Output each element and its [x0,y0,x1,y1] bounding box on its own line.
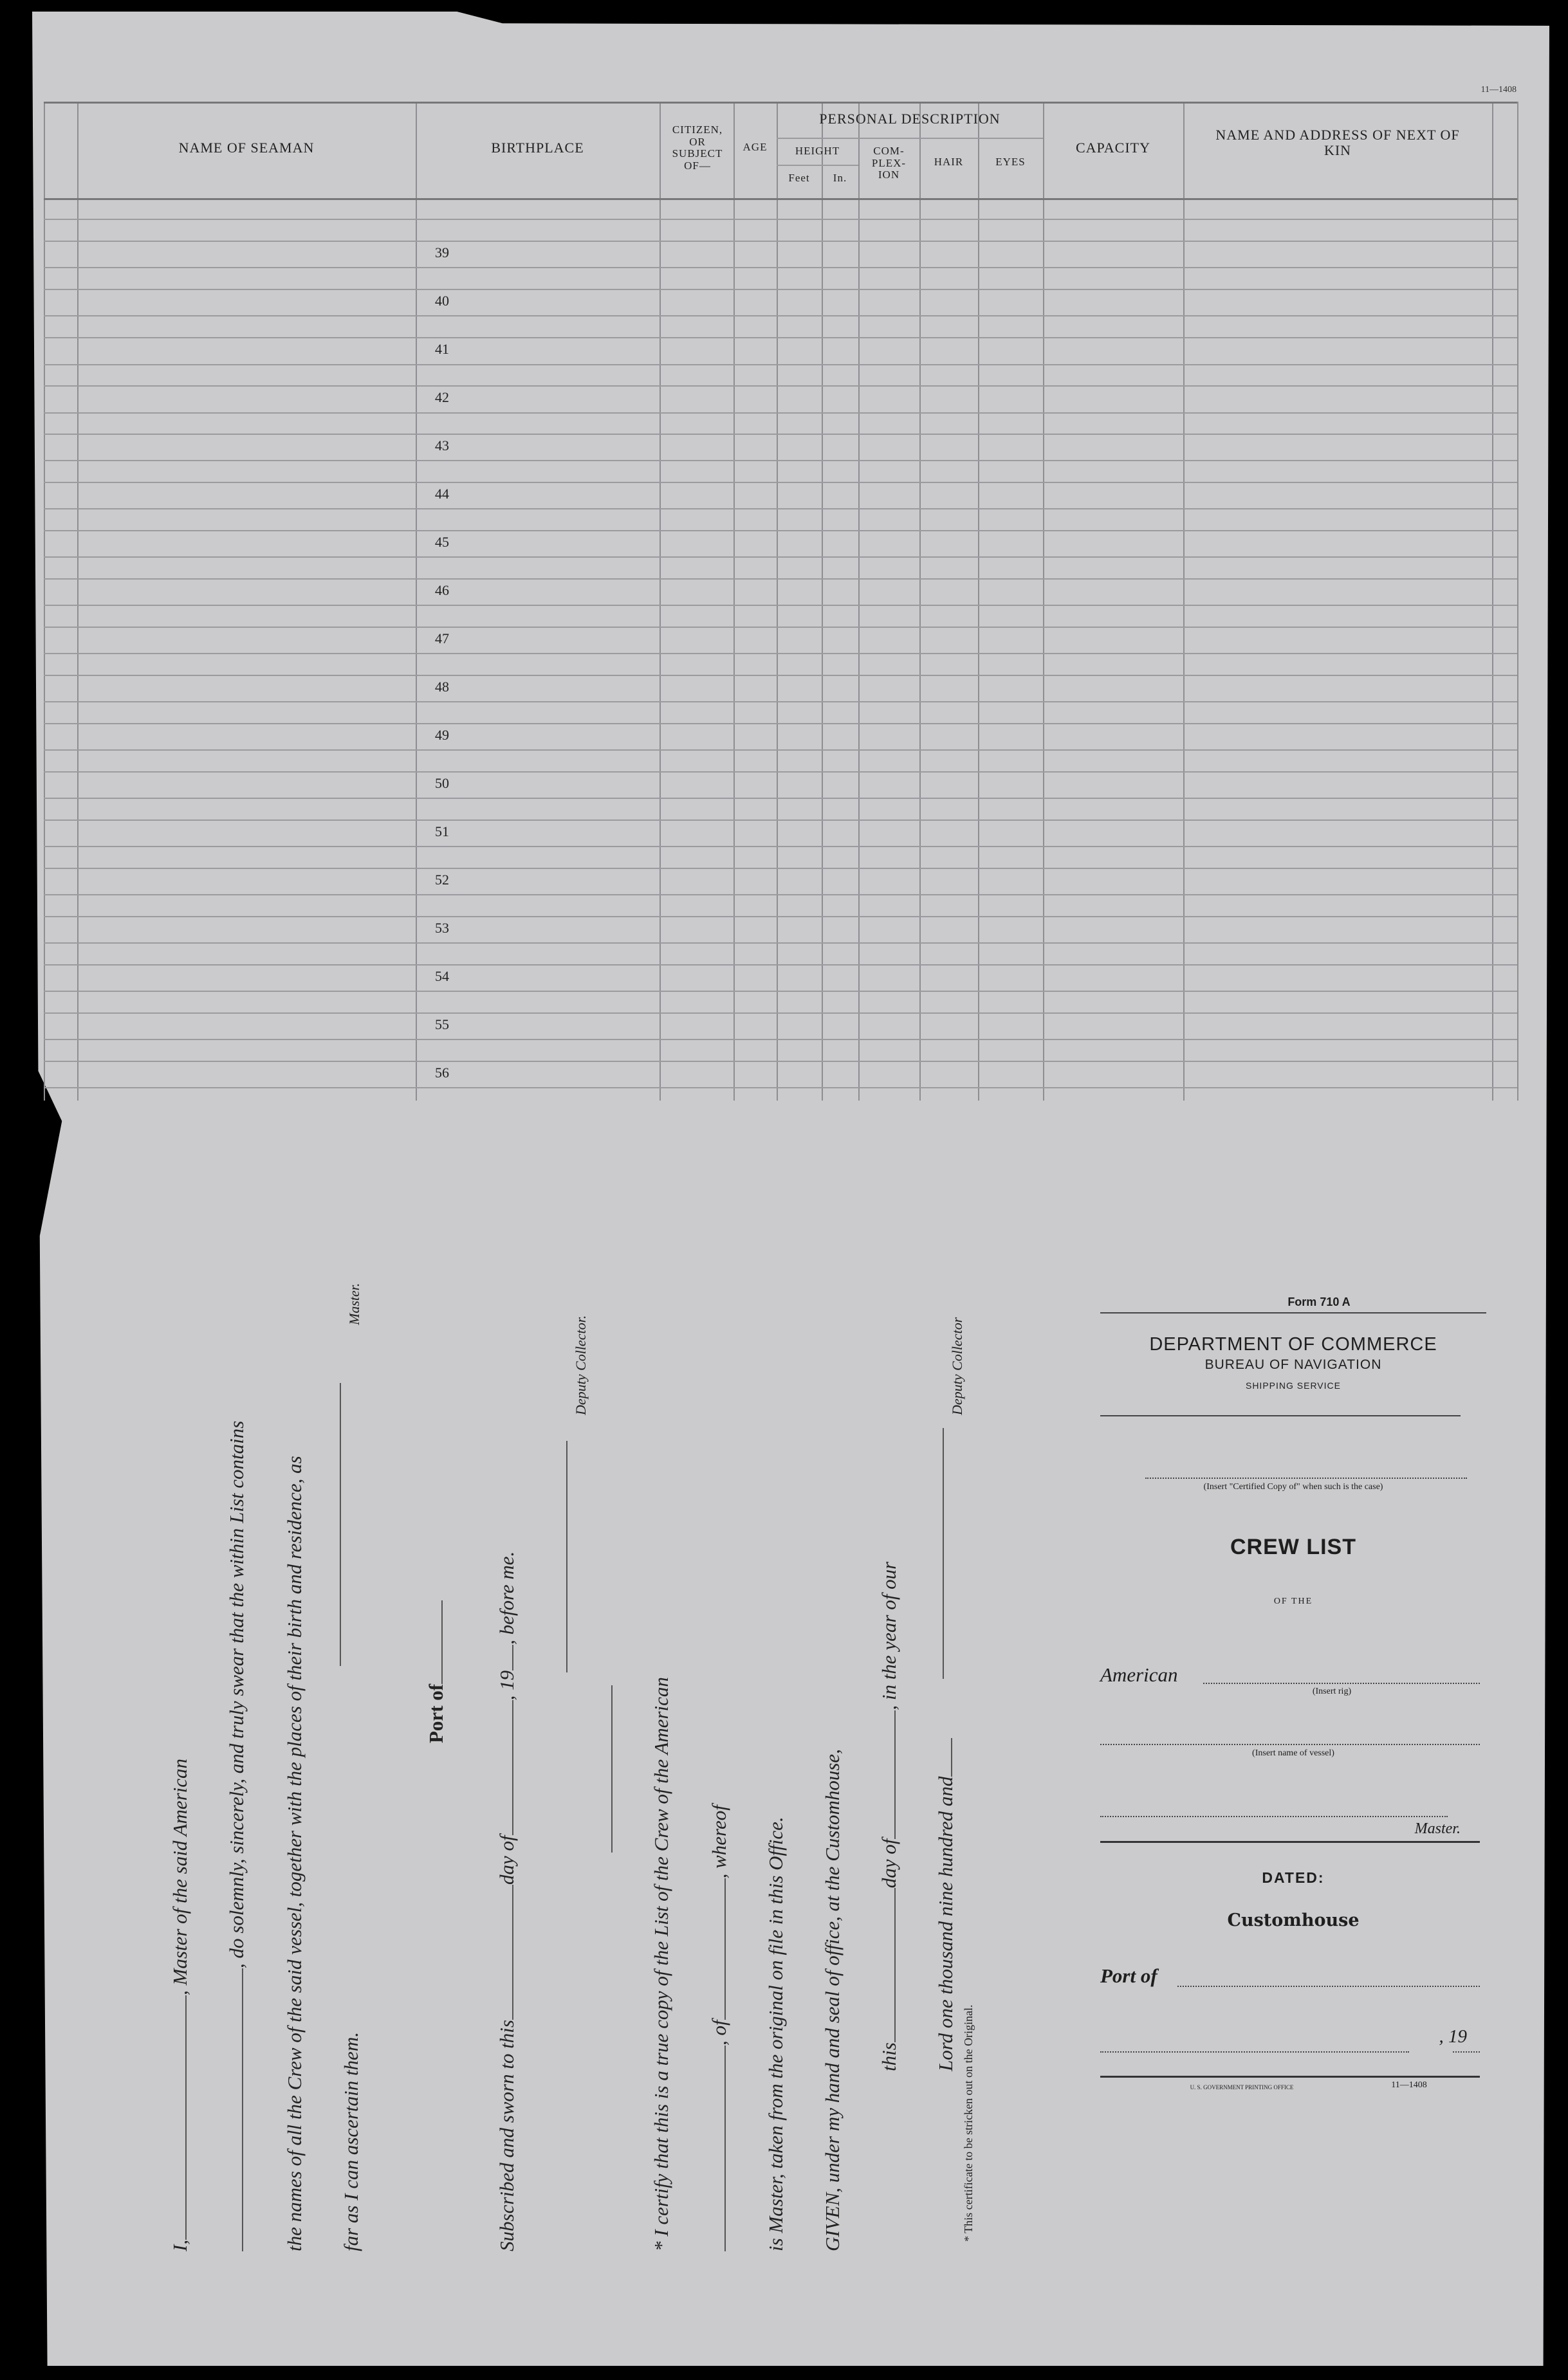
row-number-51: 51 [435,823,449,839]
oath-deputy-collector: Deputy Collector. [573,1315,589,1415]
certificate-line-2: , of, whereof [708,1805,731,2251]
header-hair: HAIR [934,156,964,168]
row-number-53: 53 [435,920,449,936]
cover-american: American [1100,1663,1178,1686]
oath-line-1: I,, Master of the said American [169,1758,191,2251]
row-number-55: 55 [435,1016,449,1032]
crew-table [44,102,1517,1101]
row-number-48: 48 [435,679,449,695]
header-capacity: CAPACITY [1076,140,1150,156]
header-personal-description: PERSONAL DESCRIPTION [819,111,1001,127]
master-signature-line [340,1383,341,1666]
row-number-46: 46 [435,582,449,598]
row-number-52: 52 [435,872,449,888]
divider-line [611,1685,613,1853]
certificate-line-5: thisday of, in the year of our [878,1561,900,2071]
form-code-top: 11—1408 [1480,85,1517,95]
header-citizen: CITIZEN, OR SUBJECT OF— [672,124,723,172]
oath-master-label: Master. [346,1283,362,1325]
row-number-50: 50 [435,775,449,791]
header-name-of-seaman: NAME OF SEAMAN [178,140,315,156]
certificate-line-6: Lord one thousand nine hundred and [934,1738,957,2071]
oath-subscribed-line: Subscribed and sworn to thisday of, 19, before me. [495,1551,518,2251]
row-number-42: 42 [435,389,449,405]
certificate-footnote: * This certificate to be stricken out on the Original. [962,2004,975,2242]
cover-year: , 19 [1439,2026,1467,2047]
cover-department: DEPARTMENT OF COMMERCE [1149,1334,1437,1355]
header-age: AGE [742,141,768,153]
certificate-line-3: is Master, taken from the original on file in this Office. [764,1817,787,2251]
header-eyes: EYES [995,156,1026,168]
header-inches: In. [833,172,847,184]
cover-insert-certified: (Insert "Certified Copy of" when such is the case) [1203,1482,1383,1492]
certificate-deputy-signature-line [943,1428,944,1679]
row-number-39: 39 [435,244,449,261]
deputy-collector-signature-line [566,1441,567,1672]
certificate-line-1: * I certify that this is a true copy of the List of the Crew of the American [650,1677,672,2251]
oath-line-3: the names of all the Crew of the said vessel, together with the places of their birth and residence, as [283,1456,306,2251]
header-next-of-kin: NAME AND ADDRESS OF NEXT OF KIN [1215,127,1460,159]
cover-customhouse: Customhouse [1227,1910,1360,1930]
oath-line-2: , do solemnly, sincerely, and truly swear that the within List contains [225,1421,248,2251]
cover-insert-vessel: (Insert name of vessel) [1252,1748,1334,1758]
header-complexion: COM- PLEX- ION [871,145,907,181]
row-number-56: 56 [435,1065,449,1081]
cover-of-the: OF THE [1273,1597,1313,1606]
cover-title: CREW LIST [1230,1535,1356,1559]
row-number-43: 43 [435,437,449,453]
cover-printer-code: 11—1408 [1391,2080,1427,2090]
row-number-49: 49 [435,727,449,743]
certificate-line-4: GIVEN, under my hand and seal of office, at the Customhouse, [821,1749,844,2251]
header-birthplace: BIRTHPLACE [491,140,584,156]
cover-form-number: Form 710 A [1287,1295,1351,1308]
cover-bureau: BUREAU OF NAVIGATION [1204,1357,1382,1372]
certificate-deputy-collector: Deputy Collector [949,1317,965,1415]
cover-printer: U. S. GOVERNMENT PRINTING OFFICE [1190,2084,1294,2091]
row-number-45: 45 [435,534,449,550]
cover-master: Master. [1414,1820,1461,1837]
header-height: HEIGHT [795,145,840,157]
row-number-40: 40 [435,293,449,309]
cover-port-of: Port of [1100,1964,1158,1987]
header-feet: Feet [788,172,810,184]
row-number-47: 47 [435,630,449,646]
cover-insert-rig: (Insert rig) [1312,1687,1352,1696]
oath-line-4: far as I can ascertain them. [340,2032,362,2251]
row-number-44: 44 [435,486,449,502]
cover-dated: DATED: [1262,1869,1325,1886]
row-number-41: 41 [435,341,449,357]
row-number-54: 54 [435,968,449,984]
oath-port-of: Port of [425,1600,448,1743]
cover-service: SHIPPING SERVICE [1245,1380,1341,1391]
